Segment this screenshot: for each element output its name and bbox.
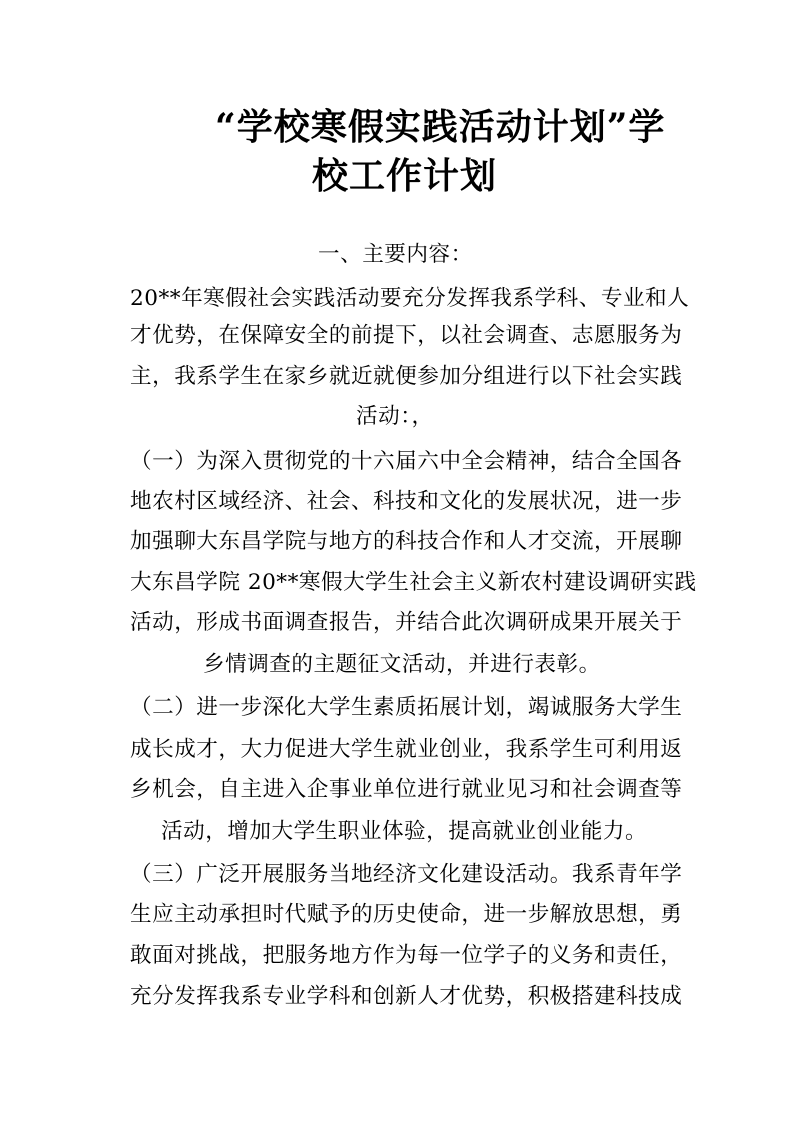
paragraph-line: 乡情调查的主题征文活动，并进行表彰。 — [203, 652, 601, 677]
paragraph-line: 充分发挥我系专业学科和创新人才优势，积极搭建科技成 — [130, 984, 683, 1009]
paragraph-line: 成长成才，大力促进大学生就业创业，我系学生可利用返 — [130, 737, 683, 762]
paragraph-line: （二）进一步深化大学生素质拓展计划，竭诚服务大学生 — [130, 695, 683, 720]
paragraph-line: 敢面对挑战，把服务地方作为每一位学子的义务和责任， — [130, 943, 683, 968]
paragraph-line: 大东昌学院 20**寒假大学生社会主义新农村建设调研实践 — [130, 570, 697, 595]
paragraph-line: （三）广泛开展服务当地经济文化建设活动。我系青年学 — [130, 862, 683, 887]
paragraph-line: （一）为深入贯彻党的十六届六中全会精神，结合全国各 — [130, 449, 683, 474]
paragraph-line: 活动，形成书面调查报告，并结合此次调研成果开展关于 — [130, 610, 683, 635]
document-title-line-2: 校工作计划 — [312, 155, 498, 197]
document-title-line-1: “学校寒假实践活动计划”学 — [215, 106, 666, 148]
paragraph-line: 20**年寒假社会实践活动要充分发挥我系学科、专业和人 — [130, 286, 690, 311]
paragraph-line: 活动：， — [356, 404, 434, 429]
paragraph-line: 乡机会，自主进入企事业单位进行就业见习和社会调查等 — [130, 777, 683, 802]
paragraph-line: 地农村区域经济、社会、科技和文化的发展状况，进一步 — [130, 489, 683, 514]
paragraph-line: 加强聊大东昌学院与地方的科技合作和人才交流，开展聊 — [130, 529, 683, 554]
paragraph-line: 生应主动承担时代赋予的历史使命，进一步解放思想，勇 — [130, 902, 683, 927]
paragraph-line: 主，我系学生在家乡就近就便参加分组进行以下社会实践 — [130, 364, 683, 389]
paragraph-line: 才优势，在保障安全的前提下，以社会调查、志愿服务为 — [130, 323, 683, 348]
section-heading: 一、主要内容： — [318, 242, 473, 267]
paragraph-line: 活动，增加大学生职业体验，提高就业创业能力。 — [161, 819, 648, 844]
